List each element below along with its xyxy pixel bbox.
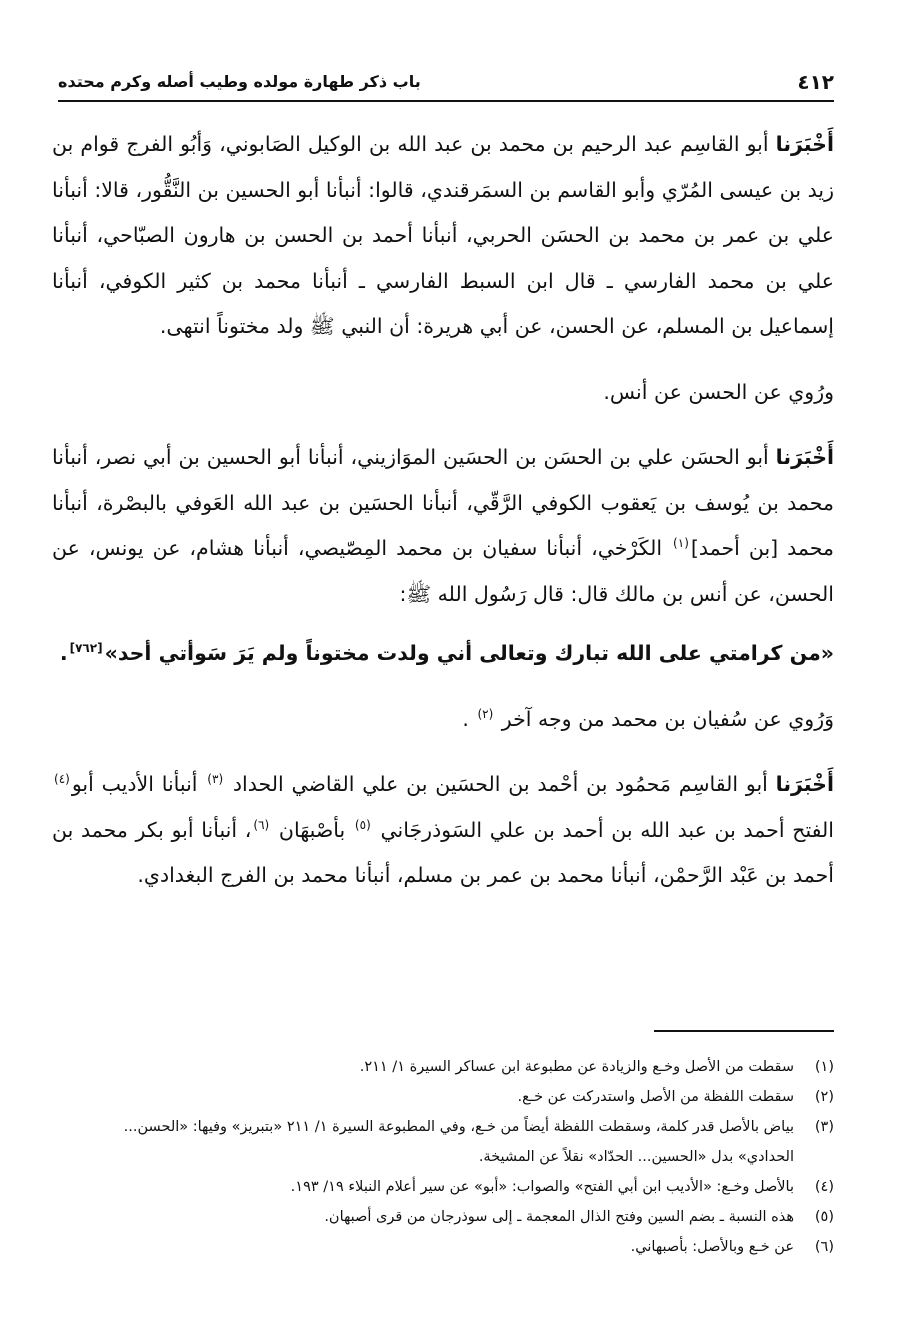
paragraph-text: أبو القاسِم مَحمُود بن أحْمد بن الحسَين بن علي القاضي الحداد [232, 772, 768, 796]
footnote-number: (٥) [814, 1209, 834, 1225]
footnote-5 [82, 1202, 834, 1232]
footnote-marker[interactable]: (٤) [54, 772, 70, 787]
footnote-3 [82, 1112, 834, 1172]
paragraph-text: الكَرْخي، أنبأنا سفيان بن محمد المِصّيصي، أنبأنا هشام، عن يونس، عن الحسن، عن أنس بن مالك قال: قال رَسُول الله ﷺ: [52, 536, 834, 606]
footnote-2 [82, 1082, 834, 1112]
hadith-text: «من كرامتي على الله تبارك وتعالى أني ولدت مختوناً ولم يَرَ سَوأتي أحد» [104, 641, 834, 665]
paragraph-5 [52, 762, 834, 899]
footnote-marker[interactable]: (٦) [253, 817, 270, 832]
paragraph-lead-word: أَخْبَرَنا [775, 772, 834, 796]
footnote-marker[interactable]: (٣) [207, 772, 224, 787]
paragraph-text: ورُوي عن الحسن عن أنس. [603, 379, 834, 404]
footnote-text: بياض بالأصل قدر كلمة، وسقطت اللفظة أيضاً من خـع، وفي المطبوعة السيرة ١/ ٢١١ «بتبريز» وفيها: «الحسن... الحدادي» بدل «الحسين... الحدّاد» نقلاً عن المشيخة. [123, 1119, 794, 1165]
main-text [52, 122, 834, 899]
paragraph-text: الفتح أحمد بن عبد الله بن أحمد بن علي السَوذرجَاني [380, 817, 834, 842]
paragraph-text: أنبأنا الأديب أبو [71, 772, 198, 796]
hadith-reference-number: [٧٦٢] [69, 641, 103, 656]
page-header [58, 68, 834, 102]
footnote-6 [82, 1232, 834, 1262]
footnote-text: سقطت من الأصل وخـع والزيادة عن مطبوعة ابن عساكر السيرة ١/ ٢١١. [359, 1059, 794, 1075]
paragraph-text: وَرُوي عن سُفيان بن محمد من وجه آخر [501, 706, 834, 731]
footnote-number: (٤) [814, 1179, 834, 1195]
footnotes [82, 1052, 834, 1262]
paragraph-3 [52, 435, 834, 617]
paragraph-1 [52, 122, 834, 350]
footnote-1 [82, 1052, 834, 1082]
footnote-number: (٢) [814, 1089, 834, 1105]
footnote-separator [654, 1030, 834, 1032]
footnote-text: عن خـع وبالأصل: بأصبهاني. [630, 1239, 794, 1255]
footnote-number: (٦) [814, 1239, 834, 1255]
footnote-number: (٣) [814, 1119, 834, 1135]
paragraph-text: أبو الحسَن علي بن الحسَن بن الحسَين الموَازيني، أنبأنا أبو الحسين بن أبي نصر، أنبأنا محمد بن يُوسف بن يَعقوب الكوفي الرَّقّي، أنبأنا الحسَين بن عبد الله العَوفي بالبصْرة، أنبأنا محمد [بن أحمد] [52, 445, 834, 560]
footnote-text: سقطت اللفظة من الأصل واستدركت عن خـع. [517, 1089, 794, 1105]
footnote-4 [82, 1172, 834, 1202]
paragraph-text: ، أنبأنا أبو بكر محمد بن أحمد بن عَبْد الرَّحمْن، أنبأنا محمد بن عمر بن مسلم، أنبأنا محمد بن الفرج البغدادي. [52, 817, 834, 887]
paragraph-text: بأصْبهَان [278, 817, 346, 842]
running-title: باب ذكر طهارة مولده وطيب أصله وكرم محتده [58, 72, 421, 91]
paragraph-text: أبو القاسِم عبد الرحيم بن محمد بن عبد الله بن الوكيل الصَابوني، وَأبُو الفرج قوام بن زيد بن عيسى المُرّي وأبو القاسم بن السمَرقندي، قالوا: أنبأنا أبو الحسين بن النَّقُّور، قالا: أنبأنا علي بن عمر بن محمد بن الحسَن الحربي، أنبأنا أحمد بن الحسن بن هارون الصبّاحي، أنبأنا علي بن محمد الفارسي ـ قال ابن السبط الفارسي ـ أنبأنا محمد بن كثير الكوفي، أنبأنا إسماعيل بن المسلم، عن الحسن، عن أبي هريرة: أن النبي ﷺ ولد مختوناً انتهى. [52, 132, 834, 338]
paragraph-lead-word: أَخْبَرَنا [775, 445, 834, 469]
footnote-marker[interactable]: (٢) [477, 706, 494, 721]
paragraph-lead-word: أَخْبَرَنا [775, 132, 834, 156]
hadith-quote: «من كرامتي على الله تبارك وتعالى أني ولدت مختوناً ولم يَرَ سَوأتي أحد»[٧٦٢]. [59, 641, 834, 665]
paragraph-2 [52, 370, 834, 416]
footnote-text: هذه النسبة ـ بضم السين وفتح الذال المعجمة ـ إلى سوذرجان من قرى أصبهان. [324, 1209, 794, 1225]
footnote-marker[interactable]: (٥) [354, 817, 371, 832]
footnote-number: (١) [814, 1059, 834, 1075]
footnote-text: بالأصل وخـع: «الأديب ابن أبي الفتح» والصواب: «أبو» عن سير أعلام النبلاء ١٩/ ١٩٣. [290, 1179, 794, 1195]
page-number: ٤١٢ [797, 70, 834, 94]
footnote-marker[interactable]: (١) [673, 536, 689, 551]
paragraph-4: وَرُوي عن سُفيان بن محمد من وجه آخر $^{(٢)}$ . [462, 706, 834, 731]
